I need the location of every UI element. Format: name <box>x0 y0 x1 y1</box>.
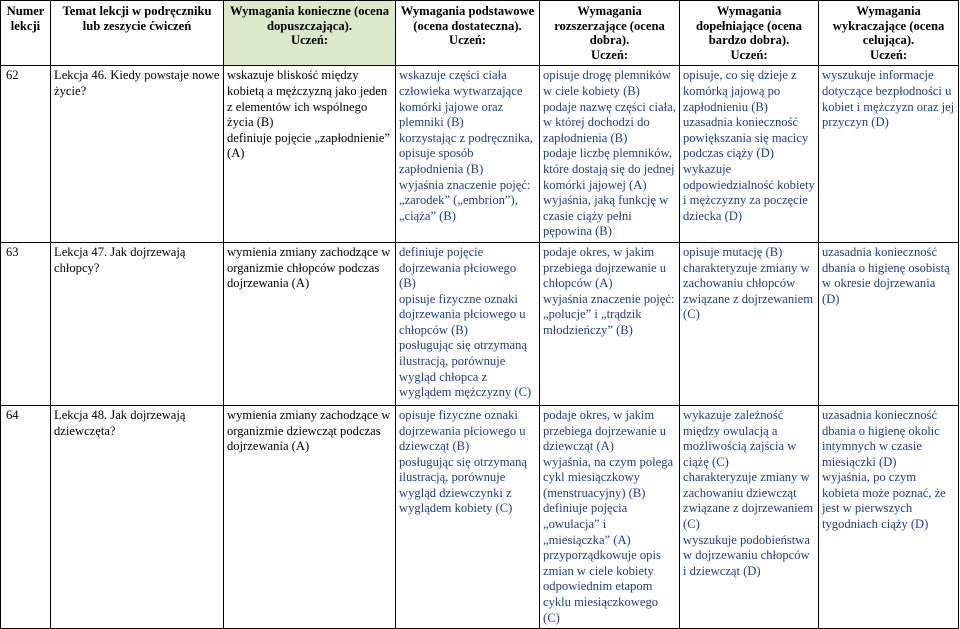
header-beyond: Wymagania wykraczające (ocena celująca). Uczeń: <box>819 1 959 66</box>
requirement-item: podaje liczbę plemników, które dostają się do jednej komórki jajowej (A) <box>543 146 675 192</box>
header-extended: Wymagania rozszerzające (ocena dobra). Uczeń: <box>540 1 680 66</box>
requirement-item: wyjaśnia, na czym polega cykl miesiączkowy (menstruacyjny) (B) <box>543 454 674 500</box>
header-number: Numer lekcji <box>1 1 51 66</box>
requirements-basic <box>396 242 540 405</box>
requirement-item: opisuje fizyczne oznaki dojrzewania płciowego u chłopców (B) <box>399 291 526 337</box>
requirement-item: opisuje, co się dzieje z komórką jajową po zapłodnieniu (B) <box>683 68 797 114</box>
header-student-label: Uczeń: <box>448 33 487 48</box>
header-basic: Wymagania podstawowe (ocena dostateczna). Uczeń: <box>396 1 540 66</box>
table-body <box>1 66 959 629</box>
requirement-item: podaje nazwę części ciała, w której dochodzi do zapłodnienia (B) <box>543 99 676 145</box>
requirement-item: wskazuje części ciała człowieka wytwarzające komórki jajowe oraz plemniki (B) <box>399 68 523 130</box>
requirement-item: uzasadnia konieczność dbania o higienę osobistą w okresie dojrzewania (D) <box>822 244 950 306</box>
table-row <box>1 405 959 628</box>
requirement-item: definiuje pojęcie dojrzewania płciowego (B) <box>399 244 517 291</box>
lesson-topic: Lekcja 47. Jak dojrzewają chłopcy? <box>51 242 224 405</box>
requirement-item: wymienia zmiany zachodzące w organizmie dziewcząt podczas dojrzewania (A) <box>227 407 391 454</box>
requirement-item: wskazuje bliskość między kobietą a mężczyzną jako jeden z elementów ich wspólnego życia (B) <box>227 68 388 130</box>
header-row <box>1 1 959 66</box>
requirement-item: uzasadnia konieczność dbania o higienę okolic intymnych w czasie miesiączki (D) <box>822 407 940 469</box>
requirement-item: wyjaśnia znaczenie pojęć: „zarodek” („embrion”), „ciąża” (B) <box>399 177 531 223</box>
table-row <box>1 242 959 405</box>
lesson-topic: Lekcja 46. Kiedy powstaje nowe życie? <box>51 66 224 243</box>
requirement-item: opisuje fizyczne oznaki dojrzewania płciowego u dziewcząt (B) <box>399 407 526 454</box>
requirements-complementary <box>680 242 819 405</box>
requirements-beyond <box>819 66 959 243</box>
requirements-basic <box>396 405 540 628</box>
requirements-extended <box>540 242 680 405</box>
requirements-extended <box>540 66 680 243</box>
requirement-item: uzasadnia konieczność powiększania się macicy podczas ciąży (D) <box>683 115 809 161</box>
requirement-item: wyjaśnia, jaką funkcję w czasie ciąży pełni pępowina (B) <box>543 193 669 239</box>
requirements-basic <box>396 66 540 243</box>
requirement-item: charakteryzuje zmiany w zachowaniu dziewcząt związane z dojrzewaniem (C) <box>683 470 814 532</box>
header-complementary: Wymagania dopełniające (ocena bardzo dobra). Uczeń: <box>680 1 819 66</box>
requirement-item: charakteryzuje zmiany w zachowaniu chłopców związane z dojrzewaniem (C) <box>683 260 814 322</box>
requirements-extended <box>540 405 680 628</box>
requirements-complementary <box>680 66 819 243</box>
lesson-topic: Lekcja 48. Jak dojrzewają dziewczęta? <box>51 405 224 628</box>
header-student-label: Uczeń: <box>869 47 908 62</box>
requirements-complementary <box>680 405 819 628</box>
requirement-item: opisuje drogę plemników w ciele kobiety (B) <box>543 68 672 98</box>
requirement-item: wyjaśnia, po czym kobieta może poznać, że jest w pierwszych tygodniach ciąży (D) <box>822 470 946 532</box>
lesson-number: 62 <box>1 66 51 243</box>
requirement-item: wyszukuje informacje dotyczące bezpłodności u kobiet i mężczyzn oraz jej przyczyn (D) <box>822 68 955 130</box>
requirement-item: korzystając z podręcznika, opisuje sposób zapłodnienia (B) <box>399 130 533 176</box>
requirement-item: podaje okres, w jakim przebiega dojrzewanie u chłopców (A) <box>543 244 667 291</box>
requirement-item: posługując się otrzymaną ilustracją, porównuje wygląd chłopca z wyglądem mężczyzny (C) <box>399 338 532 400</box>
requirement-item: wymienia zmiany zachodzące w organizmie chłopców podczas dojrzewania (A) <box>227 244 391 291</box>
requirements-required <box>224 405 396 628</box>
requirement-item: wyjaśnia znaczenie pojęć: „polucje” i „trądzik młodzieńczy” (B) <box>543 291 675 337</box>
requirement-item: posługując się otrzymaną ilustracją, porównuje wygląd dziewczynki z wyglądem kobiety (C) <box>399 454 527 516</box>
requirements-required <box>224 66 396 243</box>
requirement-item: wykazuje odpowiedzialność kobiety i mężczyzny za poczęcie dziecka (D) <box>683 161 815 223</box>
requirement-item: wykazuje zależność między owulacją a możliwością zajścia w ciążę (C) <box>683 407 797 469</box>
requirement-item: wyszukuje podobieństwa w dojrzewaniu chłopców i dziewcząt (D) <box>683 532 810 578</box>
table-row <box>1 66 959 243</box>
requirements-beyond <box>819 242 959 405</box>
header-required: Wymagania konieczne (ocena dopuszczająca). Uczeń: <box>224 1 396 66</box>
header-student-label: Uczeń: <box>730 47 768 62</box>
requirements-beyond <box>819 405 959 628</box>
requirements-required <box>224 242 396 405</box>
header-topic: Temat lekcji w podręczniku lub zeszycie ćwiczeń <box>51 1 224 66</box>
requirement-item: opisuje mutację (B) <box>683 244 783 259</box>
requirement-item: definiuje pojęcie „zapłodnienie” (A) <box>227 130 390 161</box>
header-student-label: Uczeń: <box>290 33 329 48</box>
lesson-number: 63 <box>1 242 51 405</box>
lesson-number: 64 <box>1 405 51 628</box>
requirement-item: przyporządkowuje opis zmian w ciele kobiety odpowiednim etapom cyklu miesiączkowego (C) <box>543 548 661 625</box>
header-student-label: Uczeń: <box>590 47 629 62</box>
requirement-item: podaje okres, w jakim przebiega dojrzewanie u dziewcząt (A) <box>543 407 667 454</box>
requirement-item: definiuje pojęcia „owulacja” i „miesiączka” (A) <box>543 501 631 547</box>
